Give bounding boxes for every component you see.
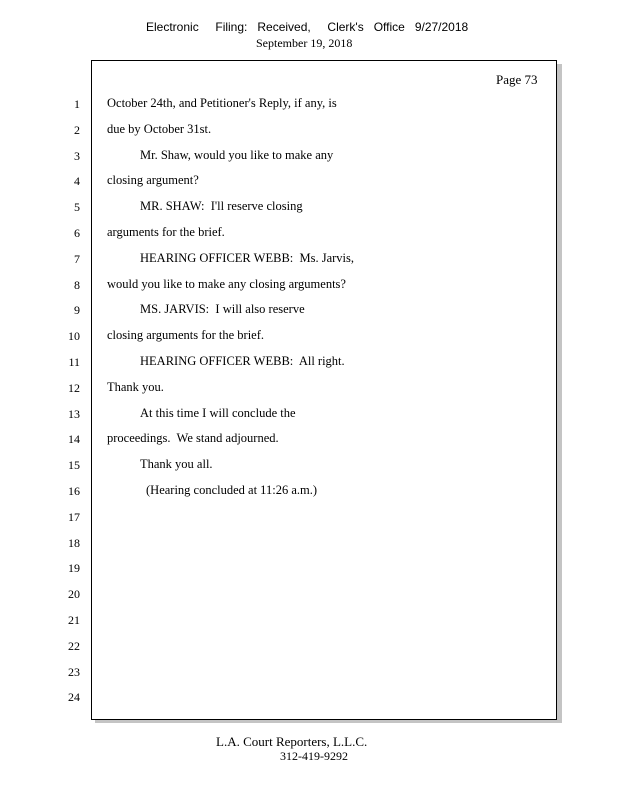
transcript-line-text: HEARING OFFICER WEBB: Ms. Jarvis,: [140, 250, 355, 265]
line-number: 14: [68, 432, 80, 447]
line-number: 12: [68, 380, 80, 395]
transcript-line-text: At this time I will conclude the: [140, 405, 296, 420]
line-number: 1: [74, 97, 80, 111]
line-number: 15: [68, 458, 80, 473]
filing-stamp: Electronic Filing: Received, Clerk's Office 9/27/2018: [146, 20, 469, 34]
line-number: 20: [68, 587, 80, 602]
line-number: 23: [68, 664, 80, 679]
transcript-line-text: MS. JARVIS: I will also reserve: [140, 302, 305, 317]
transcript-line-text: (Hearing concluded at 11:26 a.m.): [146, 483, 318, 497]
line-number: 5: [74, 200, 80, 215]
filing-date: September 19, 2018: [256, 36, 353, 50]
transcript-line-text: Thank you.: [107, 379, 164, 394]
line-number: 4: [74, 174, 80, 189]
line-number: 22: [68, 638, 80, 653]
transcript-line-text: closing arguments for the brief.: [107, 328, 265, 343]
line-number: 7: [74, 251, 80, 266]
transcript-line-text: MR. SHAW: I'll reserve closing: [140, 199, 303, 214]
line-number: 18: [68, 535, 80, 550]
transcript-line-text: HEARING OFFICER WEBB: All right.: [140, 354, 345, 368]
reporter-phone: 312-419-9292: [280, 749, 348, 763]
transcript-line-text: October 24th, and Petitioner's Reply, if any, is: [107, 96, 337, 110]
transcript-line-text: Mr. Shaw, would you like to make any: [140, 147, 334, 162]
line-number: 3: [74, 148, 80, 163]
line-number: 13: [68, 406, 80, 421]
transcript-line-text: due by October 31st.: [107, 121, 212, 136]
transcript-line-text: closing argument?: [107, 173, 199, 188]
line-number: 2: [74, 122, 80, 137]
line-number: 19: [68, 561, 80, 576]
line-number: 21: [68, 613, 80, 627]
line-number: 24: [68, 690, 80, 705]
line-number: 10: [68, 329, 80, 344]
line-number: 8: [74, 277, 80, 292]
page-number: Page 73: [496, 72, 538, 87]
transcript-line-text: Thank you all.: [140, 457, 213, 472]
line-number: 9: [74, 303, 80, 318]
line-number: 16: [68, 484, 80, 498]
reporter-company: L.A. Court Reporters, L.L.C.: [216, 734, 368, 749]
transcript-line-text: proceedings. We stand adjourned.: [107, 431, 279, 446]
transcript-line-text: arguments for the brief.: [107, 225, 225, 239]
line-number: 11: [68, 355, 80, 369]
transcript-line-text: would you like to make any closing arguments?: [107, 276, 346, 291]
line-number: 6: [74, 226, 80, 240]
line-number: 17: [68, 509, 80, 524]
